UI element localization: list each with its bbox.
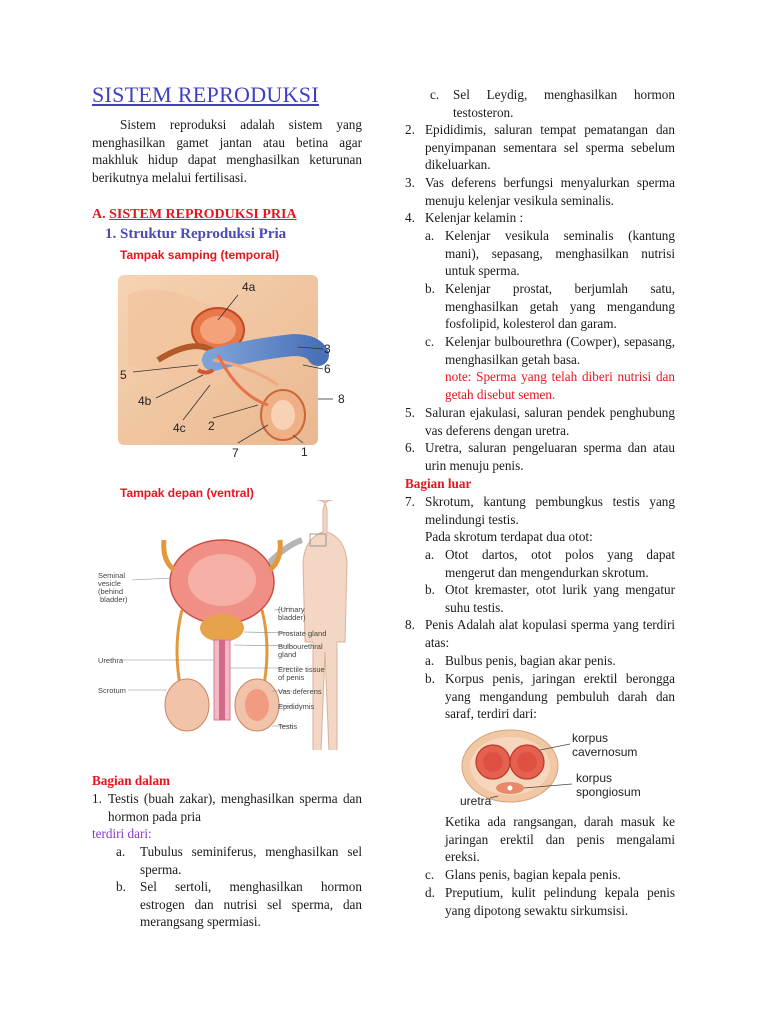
fig3-label-cavernosum: cavernosum xyxy=(572,745,638,759)
fig2-label-bulbo-1: Bulbourethral xyxy=(278,642,323,651)
subheading-struktur: 1. Struktur Reproduksi Pria xyxy=(105,226,287,242)
fig2-label-seminal-1: Seminal xyxy=(98,571,126,580)
list-item-8b: b. Korpus penis, jaringan erektil berongga yang mengandung pembuluh darah dan saraf, terdiri dari: xyxy=(425,671,675,722)
fig1-label-2: 2 xyxy=(208,419,215,433)
fig2-label-erectile-1: Erectile tissue xyxy=(278,665,325,674)
fig1-label-3: 3 xyxy=(324,342,331,356)
fig2-label-testis: Testis xyxy=(278,722,298,731)
front-view-illustration xyxy=(92,500,364,750)
fig1-label-4c: 4c xyxy=(173,421,186,435)
list-item-7a: a. Otot dartos, otot polos yang dapat mengerut dan mengendurkan skrotum. xyxy=(425,547,675,580)
fig2-label-bladder-2: bladder) xyxy=(278,613,306,622)
side-view-illustration xyxy=(118,275,358,465)
fig1-label-4b: 4b xyxy=(138,394,152,408)
fig2-label-prostate: Prostate gland xyxy=(278,629,327,638)
intro-paragraph: Sistem reproduksi adalah sistem yang menghasilkan gamet jantan atau betina agar makhluk hidup dapat menghasilkan keturunan berikutnya melalui fertilisasi. xyxy=(92,117,362,185)
fig3-label-korpus-2: korpus xyxy=(576,771,613,785)
penis-cross-section-illustration xyxy=(460,726,670,812)
list-item-1: 1. Testis (buah zakar), menghasilkan sperma dan hormon pada pria xyxy=(92,791,362,824)
fig2-label-bladder-1: (Urinary xyxy=(278,605,305,614)
fig2-label-vas: Vas deferens xyxy=(278,687,322,696)
section-a-heading: A. SISTEM REPRODUKSI PRIA xyxy=(92,207,297,222)
bagian-dalam-heading: Bagian dalam xyxy=(92,773,171,788)
fig3-label-korpus-1: korpus xyxy=(572,731,609,745)
list-item-8c: c. Glans penis, bagian kepala penis. xyxy=(425,867,621,882)
fig1-label-4a: 4a xyxy=(242,280,256,294)
page-title: SISTEM REPRODUKSI xyxy=(92,82,319,107)
bagian-luar-heading: Bagian luar xyxy=(405,476,472,491)
list-item-5: 5. Saluran ejakulasi, saluran pendek penghubung vas deferens dengan uretra. xyxy=(405,405,675,438)
fig3-label-spongiosum: spongiosum xyxy=(576,785,641,799)
note-semen: note: Sperma yang telah diberi nutrisi dan getah disebut semen. xyxy=(445,369,675,402)
fig1-label-8: 8 xyxy=(338,392,345,406)
list-item-1c: c. Sel Leydig, menghasilkan hormon testosteron. xyxy=(430,87,675,120)
list-item-1a: a. Tubulus seminiferus, menghasilkan sel sperma. xyxy=(116,844,362,877)
fig1-label-7: 7 xyxy=(232,446,239,460)
list-item-7b: b. Otot kremaster, otot lurik yang mengatur suhu testis. xyxy=(425,582,675,615)
list-item-8: 8. Penis Adalah alat kopulasi sperma yang terdiri atas: xyxy=(405,617,675,650)
fig3-label-uretra: uretra xyxy=(460,794,492,808)
list-item-6: 6. Uretra, saluran pengeluaran sperma dan atau urin menuju penis. xyxy=(405,440,675,473)
fig2-label-seminal-2: vesicle xyxy=(98,579,121,588)
list-item-4b: b. Kelenjar prostat, berjumlah satu, menghasilkan getah yang mengandung fosfolipid, kolesterol dan garam. xyxy=(425,281,675,332)
list-item-2: 2. Epididimis, saluran tempat pematangan dan penyimpanan sementara sel sperma sebelum dikeluarkan. xyxy=(405,122,675,173)
list-item-7: 7. Skrotum, kantung pembungkus testis yang melindungi testis. xyxy=(405,494,675,527)
fig2-label-epididymis: Epididymis xyxy=(278,702,315,711)
list-item-3: 3. Vas deferens berfungsi menyalurkan sperma menuju kelenjar vesikula seminalis. xyxy=(405,175,675,208)
list-item-1b: b. Sel sertoli, menghasilkan hormon estrogen dan nutrisi sel sperma, dan merangsang spermiasi. xyxy=(116,879,362,930)
fig2-label-urethra: Urethra xyxy=(98,656,124,665)
view-label-front: Tampak depan (ventral) xyxy=(120,486,254,500)
list-item-8d: d. Preputium, kulit pelindung kepala penis yang dipotong sewaktu sirkumsisi. xyxy=(425,885,675,918)
fig1-label-1: 1 xyxy=(301,445,308,459)
view-label-side: Tampak samping (temporal) xyxy=(120,248,280,262)
fig2-label-erectile-2: of penis xyxy=(278,673,305,682)
fig2-label-seminal-4: bladder) xyxy=(100,595,128,604)
list-item-4: 4. Kelenjar kelamin : xyxy=(405,210,524,225)
list-item-4c: c. Kelenjar bulbourethra (Cowper), sepasang, menghasilkan getah basa. xyxy=(425,334,675,367)
terdiri-label: terdiri dari: xyxy=(92,826,152,841)
fig2-label-bulbo-2: gland xyxy=(278,650,297,659)
fig1-label-5: 5 xyxy=(120,368,127,382)
fig2-label-seminal-3: (behind xyxy=(98,587,124,596)
fig2-label-scrotum: Scrotum xyxy=(98,686,126,695)
ereksi-paragraph: Ketika ada rangsangan, darah masuk ke jaringan erektil dan penis mengalami ereksi. xyxy=(445,814,675,865)
list-item-4a: a. Kelenjar vesikula seminalis (kantung mani), sepasang, menghasilkan nutrisi untuk sperma. xyxy=(425,228,675,279)
fig1-label-6: 6 xyxy=(324,362,331,376)
list-item-8a: a. Bulbus penis, bagian akar penis. xyxy=(425,653,616,668)
skrotum-otot-intro: Pada skrotum terdapat dua otot: xyxy=(425,529,593,544)
